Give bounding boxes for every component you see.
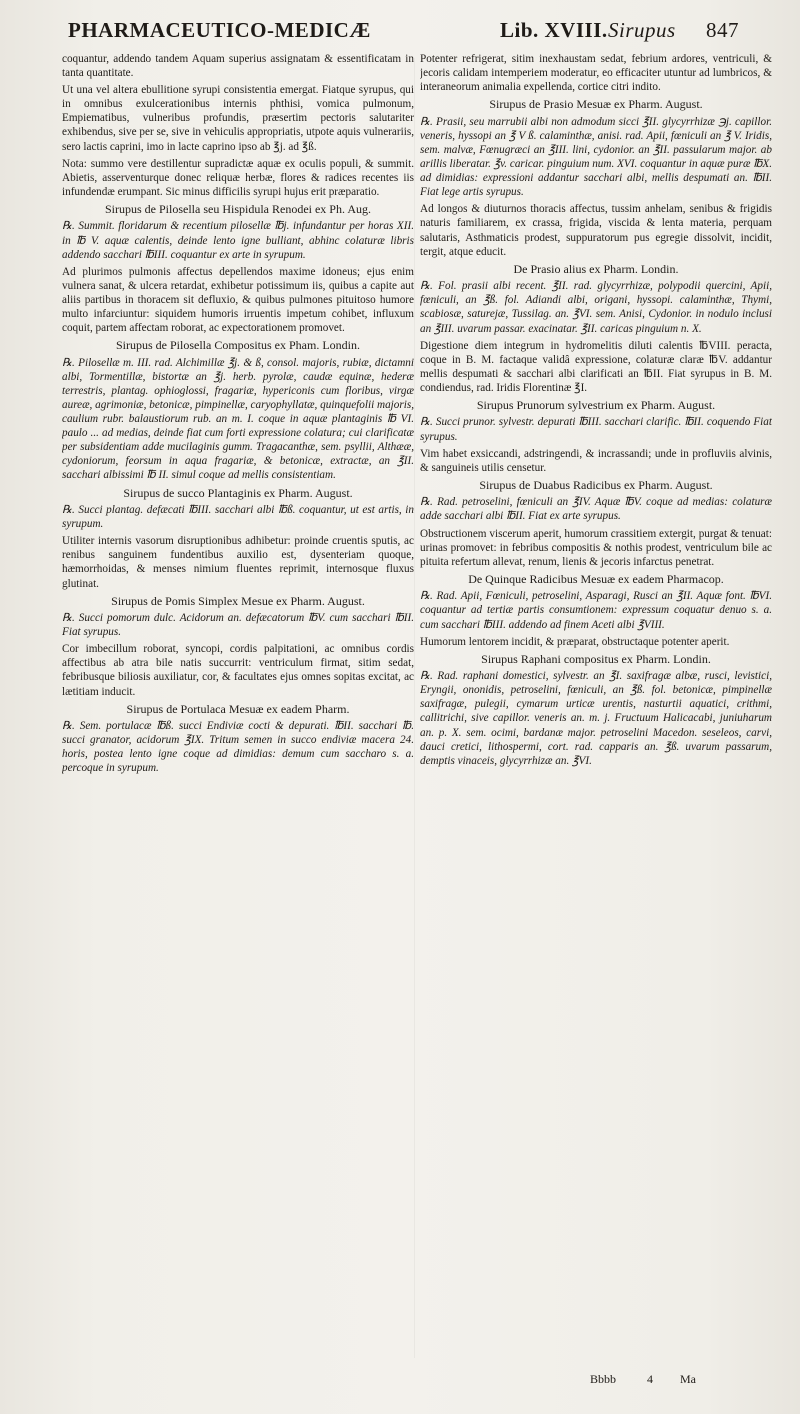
signature-number: 4	[647, 1372, 654, 1386]
recipe-paragraph: ℞. Succi prunor. sylvestr. depurati ℔III. sacchari clarific. ℔II. coquendo Fiat syrupus.	[420, 416, 772, 443]
footer	[590, 1372, 696, 1387]
section-heading: De Prasio alius ex Pharm. Londin.	[513, 261, 679, 276]
section-heading: Sirupus de Pilosella seu Hispidula Renodei ex Ph. Aug.	[105, 201, 371, 216]
body-paragraph: Obstructionem viscerum aperit, humorum crassitiem extergit, purgat & tenuat: urinas promovet: in febribus compositis & nothis prodest, ventriculum bile ac pituita refertum allevat, renum, lienis & jecoris infarctus penetrat.	[420, 527, 772, 568]
running-head-section: Sirupus	[608, 18, 676, 42]
section-heading: Sirupus de succo Plantaginis ex Pharm. August.	[123, 485, 353, 500]
recipe-paragraph: ℞. Rad. raphani domestici, sylvestr. an ℥I. saxifragæ albæ, rusci, levistici, Eryngii, ononidis, petroselini, fœniculi, an ℥ß. fol. betonicæ, pimpinellæ saxifragæ, pulegii, cymarum urticæ urentis, nasturtii aquatici, crithmi, callitrichi, sive capillor. veneris an. m. j. Fructuum Halicacabi, juniuharum an. p. X. sem. ocimi, bardanæ major. petroselini Macedon. seseleos, carvi, dauci cretici, lithospermi, cort. rad. capparis an. ℥ß. uvarum passarum, demptis vinaceis, glycyrrhizæ an. ℥VI.	[420, 670, 772, 767]
section-heading: Sirupus de Pilosella Compositus ex Pham. Londin.	[115, 338, 360, 353]
right-column	[420, 52, 772, 1362]
section-heading: Sirupus de Pomis Simplex Mesue ex Pharm. August.	[111, 593, 365, 608]
recipe-paragraph: ℞. Sem. portulacæ ℔ß. succi Endiviæ cocti & depurati. ℔II. sacchari ℔. succi granator, acidorum ℥IX. Tritum semen in succo endiviæ macera 24. horis, postea lento igne coque ad dimidias: demum cum saccharo s. a. percoque in syrupum.	[62, 720, 414, 775]
body-paragraph: Vim habet exsiccandi, adstringendi, & incrassandi; unde in profluviis alvinis, & sanguineis utilis censetur.	[420, 447, 772, 474]
body-paragraph: Potenter refrigerat, sitim inexhaustam sedat, febrium ardores, ventriculi, & jecoris calidam intemperiem moderatur, eo efficaciter utuntur ad lumbricos, & interaneorum animalia expellenda, cortice citri indito.	[420, 53, 772, 94]
body-paragraph: Nota: summo vere destillentur supradictæ aquæ ex oculis populi, & summit. Abietis, asserventurque donec reliquæ herbæ, flores & radices recentes iis infundendæ erumpant. Sic minus difficilis syrupi hujus erit præparatio.	[62, 157, 414, 198]
body-paragraph: Humorum lentorem incidit, & præparat, obstructaque potenter aperit.	[420, 635, 730, 648]
recipe-paragraph: ℞. Rad. Apii, Fœniculi, petroselini, Asparagi, Rusci an ℥II. Aquæ font. ℔VI. coquantur ad tertiæ partis consumtionem: expressum coquatur denuo s. a. cum sacchari ℔III. addendo ad finem Aceti albi ℥VIII.	[420, 590, 772, 631]
recipe-paragraph: ℞. Prasii, seu marrubii albi non admodum sicci ℥II. glycyrrhizæ ℈j. capillor. veneris, hyssopi an ℥ V ß. calaminthæ, anisi. rad. Apii, fœniculi an ℥ V. Iridis, sem. malvæ, Fœnugræci an ℥III. lini, cydonior. an ℥II. passularum major. ab arillis liberatar. ℥v. caricar. pinguium num. XVI. coquantur in aquæ puræ ℔X. ad dimidias: expressioni addantur sacchari albi, mellis despumati an. ℔II. Fiat lege artis syrupus.	[420, 115, 772, 199]
section-heading: Sirupus de Duabus Radicibus ex Pharm. August.	[479, 477, 713, 492]
body-paragraph: Ad plurimos pulmonis affectus depellendos maxime idoneus; ejus enim vulnera sanat, & ulcera retardat, exhibetur potissimum iis, quibus a capite aut aliis partibus in thoracem sit defluxio, & quibus pulmones pituitoso humore multo infarciuntur: siquidem humoris irruentis impetum cohibet, influxum coquit, partem affectam roborat, ac expectorationem promovet.	[62, 265, 414, 335]
recipe-paragraph: ℞. Pilosellæ m. III. rad. Alchimillæ ℥j. & ß, consol. majoris, rubiæ, dictamni albi, Tormentillæ, bistortæ an ℥j. herb. pyrolæ, caudæ equinæ, hederæ terrestris, plantag. ophioglossi, fragariæ, hypericonis cum floribus, virgæ aureæ, agrimoniæ, betonicæ, pimpinellæ, caryophyllatæ, quinquefolii majoris, caulium rubr. balaustiorum rub. an m. I. coque in aquæ plantaginis ℔ VI. paulo ... ad medias, deinde fiat cum forti expressione colatura; cui clarificatæ per subsidentiam adde mucilaginis gumm. Tragacanthæ, sem. psyllii, Althææ, cydoniorum, feorsum in aqua fragariæ, & betonicæ, extractæ, an ℥II. sacchari albissimi ℔ II. simul coque ad mellis consistentiam.	[62, 356, 414, 482]
recipe-paragraph: ℞. Summit. floridarum & recentium pilosellæ ℔j. infundantur per horas XII. in ℔ V. aquæ calentis, deinde lento igne bulliant, abhinc colaturæ libris addendo sacchari ℔III. coquantur ex arte in syrupum.	[62, 220, 414, 261]
section-heading: Sirupus de Prasio Mesuæ ex Pharm. August.	[489, 97, 703, 112]
body-paragraph: Ut una vel altera ebullitione syrupi consistentia emergat. Fiatque syrupus, qui in omnibus exulcerationibus internis phthisi, vomica pulmonum, Empiematibus, vulneribus profundis, præsertim pectoris salutariter exhibendus, sive per se, sive in vehiculis appropriatis, utpote aquis vulnerariis, sero lactis caprini, imo in lacte caprino ipso ab ℥j. ad ℥ß.	[62, 84, 414, 153]
recipe-paragraph: ℞. Succi plantag. defæcati ℔III. sacchari albi ℔ß. coquantur, ut est artis, in syrupum.	[62, 504, 414, 531]
section-heading: Sirupus Prunorum sylvestrium ex Pharm. August.	[476, 397, 716, 412]
recipe-paragraph: ℞. Succi pomorum dulc. Acidorum an. defæcatorum ℔V. cum sacchari ℔II. Fiat syrupus.	[62, 612, 414, 639]
running-head-title: PHARMACEUTICO-MEDICÆ	[68, 18, 371, 42]
body-paragraph: Utiliter internis vasorum disruptionibus adhibetur: proinde cruentis sputis, ac renibus sanguinem fundentibus auxilio est, dysenteriam quoque, hæmorrhoidas, & menses nimium fluentes reprimit, internosque fluxus glutinat.	[62, 535, 414, 590]
body-paragraph: Ad longos & diuturnos thoracis affectus, tussim anhelam, senibus & frigidis naturis familiarem, ex crassa, frigida, viscida & lenta materia, perquam salutaris, Asthmaticis prodest, suppuratorum pus egregie dissolvit, incidit, tergit, atque educit.	[420, 203, 772, 258]
body-paragraph: Cor imbecillum roborat, syncopi, cordis palpitationi, ac omnibus cordis affectibus ab atra bile natis succurrit: ventriculum firmat, sitim sedat, febribusque biliosis auxiliatur, cor, & facultates ejus omnes sopitas excitat, ac lætitiam inducit.	[62, 643, 414, 698]
signature-mark: Bbbb	[590, 1372, 617, 1386]
running-head	[68, 18, 788, 48]
section-heading: Sirupus de Portulaca Mesuæ ex eadem Pharm.	[126, 701, 350, 716]
running-head-book: Lib. XVIII.	[500, 18, 608, 42]
recipe-paragraph: ℞. Rad. petroselini, fœniculi an ℥IV. Aquæ ℔V. coque ad medias: colaturæ adde sacchari albi ℔II. Fiat ex arte syrupus.	[420, 496, 772, 523]
recipe-paragraph: ℞. Fol. prasii albi recent. ℥II. rad. glycyrrhizæ, polypodii quercini, Apii, fœniculi, an ℥ß. fol. Adiandi albi, origani, hyssopi. calaminthæ, Thymi, scabiosæ, saturejæ, Tussilag. an. ℥VI. sem. Anisi, Cydonior. in nodulo inclusi an ℥III. uvarum passar. exacinatar. ℥II. caricas pinguium n. X.	[420, 280, 772, 335]
section-heading: Sirupus Raphani compositus ex Pharm. Londin.	[481, 651, 711, 666]
section-heading: De Quinque Radicibus Mesuæ ex eadem Pharmacop.	[468, 571, 724, 586]
page-number: 847	[706, 18, 739, 42]
column-gutter	[414, 58, 415, 1358]
left-column	[62, 52, 414, 1362]
catchword: Ma	[680, 1372, 697, 1386]
body-paragraph: coquantur, addendo tandem Aquam superius assignatam & essentificatam in tanta quantitate.	[62, 53, 414, 80]
body-paragraph: Digestione diem integrum in hydromelitis diluti calentis ℔VIII. peracta, coque in B. M. factaque validâ expressione, colaturæ claræ ℔V. addantur mellis despumati & sacchari albi clarificati an ℔II. Fiat syrupus in B. M. condiendus, rad. Iridis Florentinæ ℥I.	[420, 339, 772, 394]
